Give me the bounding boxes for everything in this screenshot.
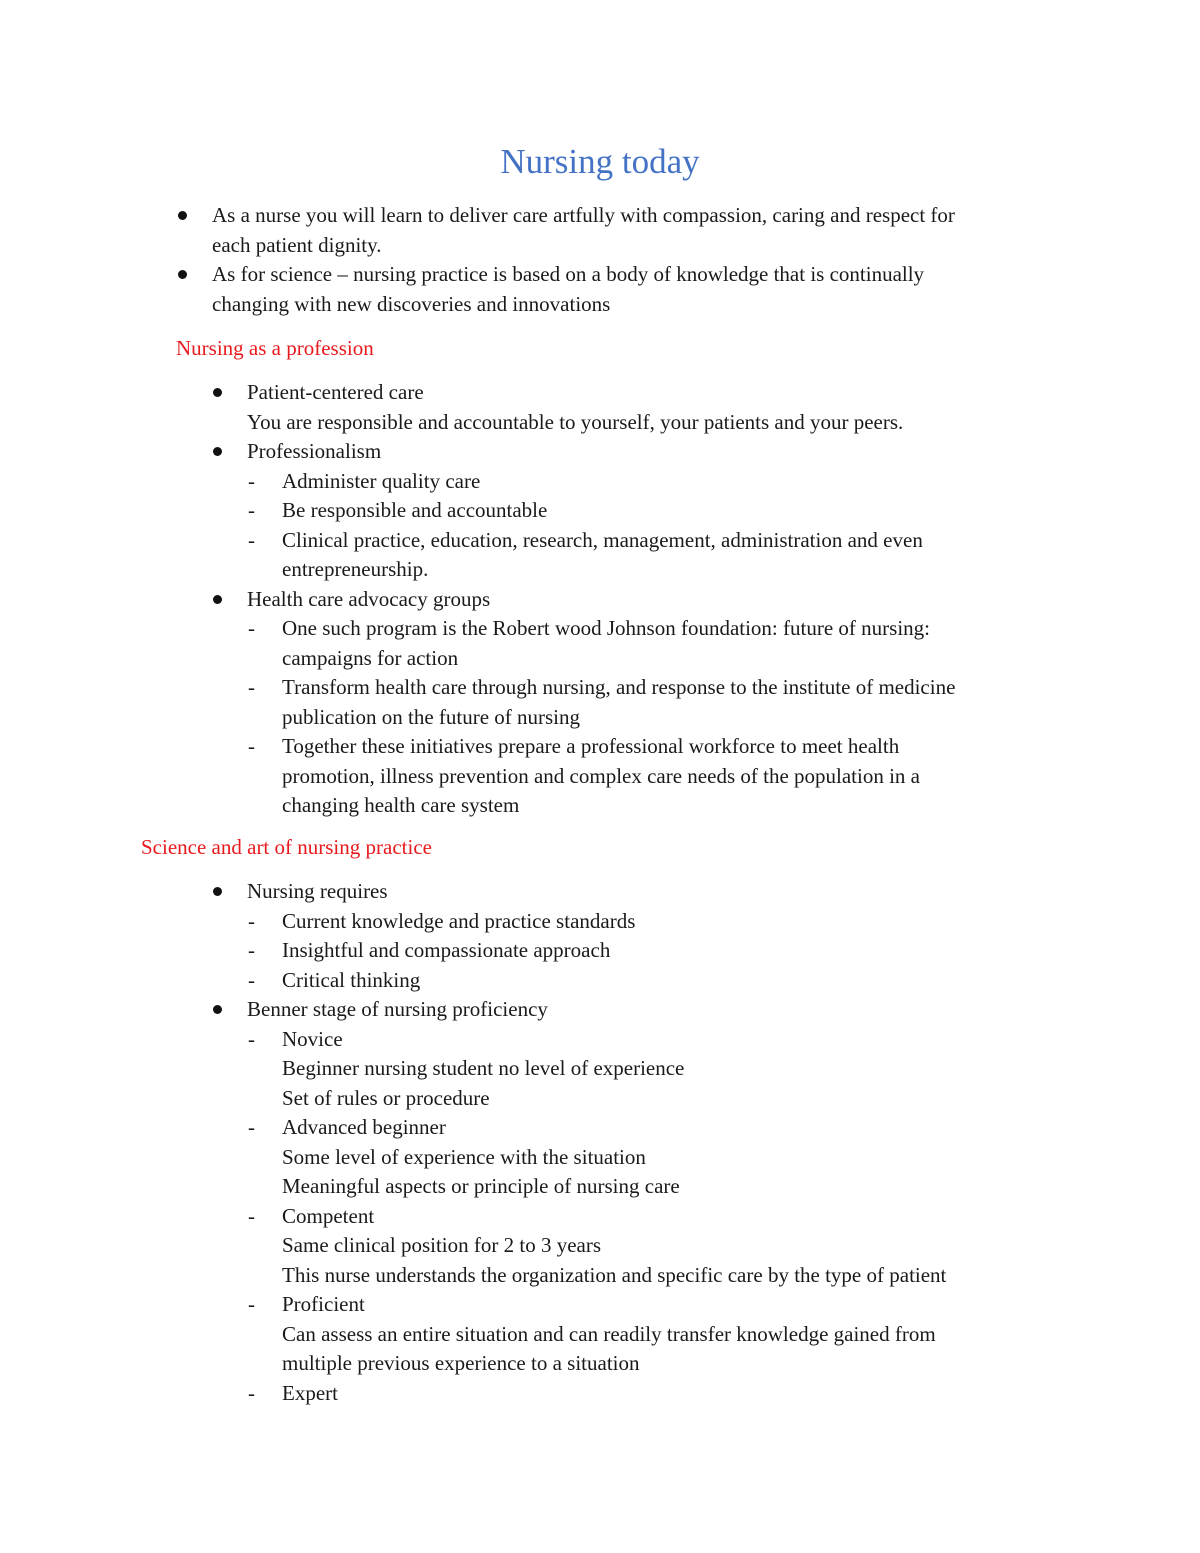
- intro-line: each patient dignity.: [212, 232, 382, 257]
- bullet-label: Patient-centered care: [247, 380, 424, 404]
- sub-item: - Critical thinking: [282, 966, 1147, 996]
- sub-item: - Insightful and compassionate approach: [282, 936, 1147, 966]
- stage-desc: Can assess an entire situation and can readily transfer knowledge gained from: [282, 1321, 936, 1346]
- intro-line: As for science – nursing practice is based on a body of knowledge that is continually: [212, 262, 925, 286]
- stage-desc: Some level of experience with the situation: [282, 1144, 646, 1169]
- science-list: [247, 877, 1147, 1408]
- sublist: [247, 907, 1147, 996]
- bullet-label: Professionalism: [247, 439, 382, 463]
- stage-item: [282, 1113, 1147, 1202]
- list-item: [212, 201, 1112, 260]
- stage-name: - Expert: [282, 1380, 338, 1405]
- sub-item-line: - Together these initiatives prepare a professional workforce to meet health: [282, 734, 900, 758]
- stage-item: [282, 1202, 1147, 1291]
- sub-item: - Current knowledge and practice standards: [282, 907, 1147, 937]
- section-heading-profession: Nursing as a profession: [176, 336, 374, 360]
- stage-name: - Proficient: [282, 1292, 365, 1316]
- stage-name: - Advanced beginner: [282, 1115, 446, 1139]
- list-item: [247, 585, 1147, 615]
- stage-item: [282, 1379, 1147, 1409]
- list-item: [247, 995, 1147, 1025]
- bullet-label: Nursing requires: [247, 879, 388, 903]
- profession-list: [247, 378, 1147, 821]
- list-item: [212, 260, 1112, 319]
- sub-item-line: - One such program is the Robert wood Johnson foundation: future of nursing:: [282, 616, 930, 640]
- bullet-note: You are responsible and accountable to yourself, your patients and your peers.: [247, 409, 904, 434]
- sub-item: [282, 614, 1147, 673]
- sublist: [247, 614, 1147, 821]
- bullet-label: Benner stage of nursing proficiency: [247, 997, 548, 1021]
- bullet-label: Health care advocacy groups: [247, 586, 491, 611]
- stage-desc: Same clinical position for 2 to 3 years: [282, 1233, 602, 1257]
- stage-name: - Novice: [282, 1026, 343, 1051]
- sub-item: [282, 526, 1147, 585]
- list-item: [247, 877, 1147, 907]
- stage-name: - Competent: [282, 1203, 375, 1228]
- intro-list: [212, 201, 1112, 319]
- stage-desc: This nurse understands the organization and specific care by the type of patient: [282, 1262, 947, 1287]
- list-item: [247, 437, 1147, 467]
- stage-item: [282, 1290, 1147, 1379]
- sub-item-line: promotion, illness prevention and complex care needs of the population in a: [282, 763, 920, 788]
- intro-line: As a nurse you will learn to deliver care artfully with compassion, caring and respect for: [212, 203, 955, 227]
- sub-item-line: publication on the future of nursing: [282, 704, 581, 729]
- page-title: Nursing today: [500, 142, 700, 181]
- stage-item: [282, 1025, 1147, 1114]
- stage-desc: Meaningful aspects or principle of nursing care: [282, 1174, 680, 1198]
- sub-item-line: - Clinical practice, education, research, management, administration and even: [282, 527, 923, 552]
- sub-item-line: - Transform health care through nursing, and response to the institute of medicine: [282, 675, 956, 699]
- list-item: [247, 378, 1147, 437]
- sub-item: [282, 673, 1147, 732]
- stage-desc: Beginner nursing student no level of experience: [282, 1056, 685, 1080]
- sub-item: [282, 732, 1147, 821]
- sub-item: - Administer quality care: [282, 467, 1147, 497]
- sub-item-line: changing health care system: [282, 793, 520, 817]
- sublist: [247, 1025, 1147, 1409]
- sub-item: - Be responsible and accountable: [282, 496, 1147, 526]
- sub-item-line: entrepreneurship.: [282, 557, 429, 581]
- intro-line: changing with new discoveries and innovations: [212, 291, 611, 316]
- stage-desc: Set of rules or procedure: [282, 1085, 490, 1110]
- sublist: [247, 467, 1147, 585]
- stage-desc: multiple previous experience to a situation: [282, 1351, 640, 1375]
- sub-item-line: campaigns for action: [282, 645, 459, 670]
- section-heading-science: Science and art of nursing practice: [141, 835, 432, 859]
